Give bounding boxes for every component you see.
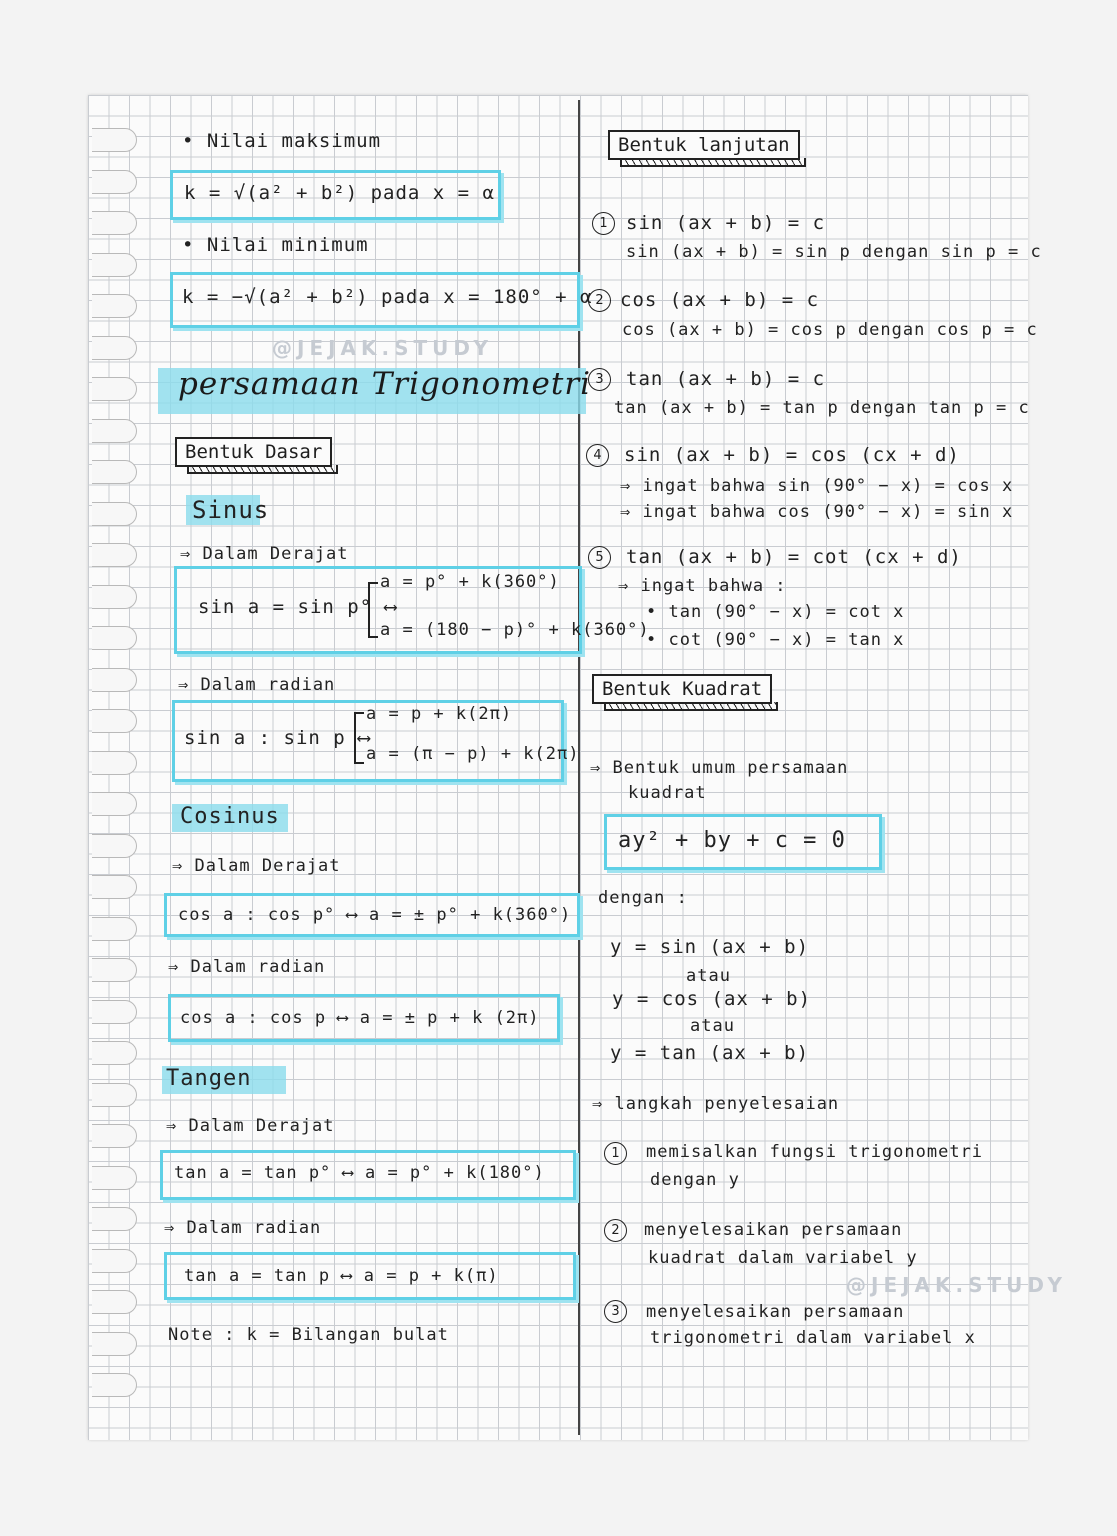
item-number: 2 [588, 289, 611, 312]
binding-ring [92, 1041, 137, 1065]
binding-ring [92, 1290, 137, 1314]
binding-ring [92, 792, 137, 816]
brace [368, 582, 378, 638]
binding-ring [92, 170, 137, 194]
tangen-heading: Tangen [166, 1066, 252, 1091]
binding-ring [92, 668, 137, 692]
y-cos: y = cos (ax + b) [612, 988, 812, 1010]
sinus-rad-label: ⇒ Dalam radian [178, 675, 336, 695]
note: Note : k = Bilangan bulat [168, 1325, 449, 1345]
item-number: 4 [586, 444, 609, 467]
langkah-label: ⇒ langkah penyelesaian [592, 1094, 840, 1114]
sinus-rad-left: sin a : sin p ⟷ [184, 727, 371, 749]
item1-line1: sin (ax + b) = c [626, 212, 826, 234]
binding-ring [92, 875, 137, 899]
binding-ring [92, 128, 137, 152]
binding-ring [92, 211, 137, 235]
binding-ring [92, 1000, 137, 1024]
item3-line1: tan (ax + b) = c [626, 368, 826, 390]
step3-line2: trigonometri dalam variabel x [650, 1328, 976, 1348]
binding-ring [92, 917, 137, 941]
sinus-deg-left: sin a = sin p° ⟷ [198, 596, 398, 618]
brace [354, 712, 364, 764]
step2-line2: kuadrat dalam variabel y [648, 1248, 918, 1268]
tangen-rad-label: ⇒ Dalam radian [164, 1218, 322, 1238]
min-formula: k = −√(a² + b²) pada x = 180° + α [182, 286, 593, 308]
cosinus-heading: Cosinus [180, 804, 280, 829]
binding-ring [92, 958, 137, 982]
binding-ring [92, 336, 137, 360]
max-label: • Nilai maksimum [182, 130, 382, 152]
binding-ring [92, 585, 137, 609]
tangen-deg-label: ⇒ Dalam Derajat [166, 1116, 335, 1136]
sinus-deg-r1: a = p° + k(360°) [380, 572, 560, 592]
item-number: 3 [588, 368, 611, 391]
sinus-deg-label: ⇒ Dalam Derajat [180, 544, 349, 564]
y-sin: y = sin (ax + b) [610, 936, 810, 958]
binding-ring [92, 626, 137, 650]
tag-bentuk-lanjutan: Bentuk lanjutan [608, 130, 800, 160]
binding-ring [92, 460, 137, 484]
step1-line2: dengan y [650, 1170, 740, 1190]
item-number: 1 [592, 212, 615, 235]
cosinus-deg-formula: cos a : cos p° ⟷ a = ± p° + k(360°) [178, 905, 572, 925]
binding-ring [92, 1124, 137, 1148]
step-number: 1 [604, 1142, 627, 1165]
min-label: • Nilai minimum [182, 234, 369, 256]
binding-ring [92, 1373, 137, 1397]
atau-2: atau [690, 1016, 735, 1036]
sinus-rad-r1: a = p + k(2π) [366, 704, 513, 724]
binding-ring [92, 1249, 137, 1273]
step1-line1: memisalkan fungsi trigonometri [646, 1142, 984, 1162]
item3-line2: tan (ax + b) = tan p dengan tan p = c [614, 398, 1030, 418]
binding-ring [92, 751, 137, 775]
dengan-label: dengan : [598, 888, 688, 908]
binding-ring [92, 834, 137, 858]
binding-ring [92, 377, 137, 401]
watermark: @JEJAK.STUDY [272, 336, 494, 360]
step-number: 2 [604, 1219, 627, 1242]
binding-ring [92, 1166, 137, 1190]
item2-line2: cos (ax + b) = cos p dengan cos p = c [622, 320, 1038, 340]
binding-ring [92, 294, 137, 318]
sinus-rad-r2: a = (π − p) + k(2π) [366, 744, 580, 764]
item5-line3: • tan (90° − x) = cot x [646, 602, 905, 622]
umum-line1: ⇒ Bentuk umum persamaan [590, 758, 849, 778]
cosinus-rad-formula: cos a : cos p ⟷ a = ± p + k (2π) [180, 1008, 540, 1028]
max-formula: k = √(a² + b²) pada x = α [184, 182, 495, 204]
tangen-deg-formula: tan a = tan p° ⟷ a = p° + k(180°) [174, 1163, 545, 1183]
item1-line2: sin (ax + b) = sin p dengan sin p = c [626, 242, 1042, 262]
section-title: persamaan Trigonometri [178, 366, 592, 402]
item4-line1: sin (ax + b) = cos (cx + d) [624, 444, 960, 466]
atau-1: atau [686, 966, 731, 986]
step2-line1: menyelesaikan persamaan [644, 1220, 903, 1240]
binding-ring [92, 419, 137, 443]
y-tan: y = tan (ax + b) [610, 1042, 810, 1064]
binding-ring [92, 1332, 137, 1356]
item4-line3: ⇒ ingat bahwa cos (90° − x) = sin x [620, 502, 1014, 522]
cosinus-rad-label: ⇒ Dalam radian [168, 957, 326, 977]
item5-line2: ⇒ ingat bahwa : [618, 576, 787, 596]
binding-ring [92, 253, 137, 277]
item2-line1: cos (ax + b) = c [620, 289, 820, 311]
step3-line1: menyelesaikan persamaan [646, 1302, 905, 1322]
item-number: 5 [588, 546, 611, 569]
binding-ring [92, 502, 137, 526]
step-number: 3 [604, 1300, 627, 1323]
quad-formula: ay² + by + c = 0 [618, 828, 846, 853]
umum-line2: kuadrat [628, 783, 707, 803]
binding-ring [92, 1083, 137, 1107]
tag-bentuk-kuadrat: Bentuk Kuadrat [592, 674, 772, 704]
binding-ring [92, 709, 137, 733]
item5-line1: tan (ax + b) = cot (cx + d) [626, 546, 962, 568]
binding-ring [92, 1207, 137, 1231]
tag-bentuk-dasar: Bentuk Dasar [175, 437, 332, 467]
binding-ring [92, 543, 137, 567]
cosinus-deg-label: ⇒ Dalam Derajat [172, 856, 341, 876]
sinus-heading: Sinus [192, 496, 270, 524]
item4-line2: ⇒ ingat bahwa sin (90° − x) = cos x [620, 476, 1014, 496]
sinus-deg-r2: a = (180 − p)° + k(360°) [380, 620, 650, 640]
tangen-rad-formula: tan a = tan p ⟷ a = p + k(π) [184, 1266, 499, 1286]
item5-line4: • cot (90° − x) = tan x [646, 630, 905, 650]
watermark: @JEJAK.STUDY [846, 1273, 1068, 1297]
